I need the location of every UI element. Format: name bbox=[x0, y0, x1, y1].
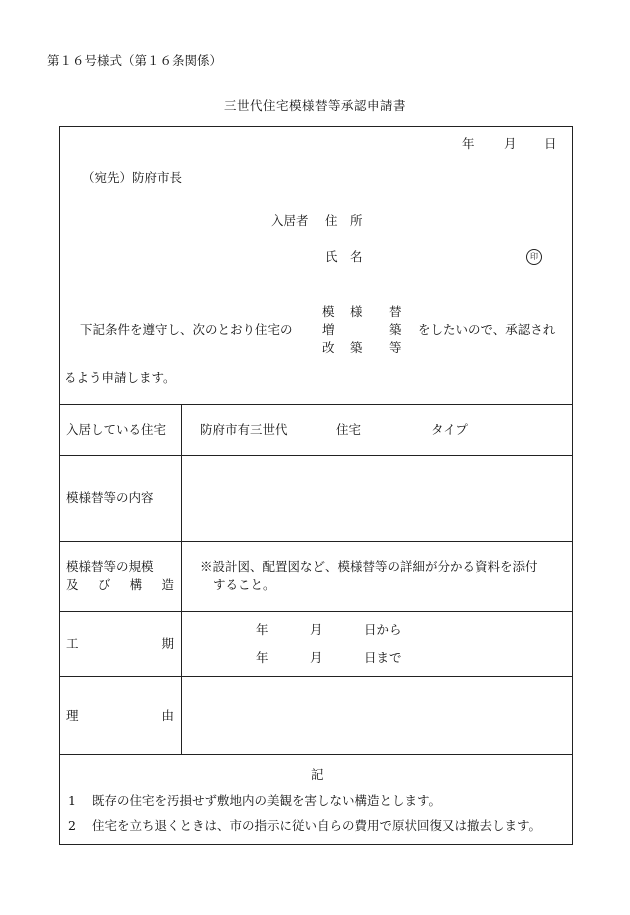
scale-note-1: ※設計図、配置図など、模様替等の詳細が分かる資料を添付 bbox=[200, 559, 538, 574]
works-2-3: 築 bbox=[389, 322, 402, 337]
application-form bbox=[59, 126, 573, 845]
reason-char-1: 理 bbox=[66, 708, 79, 723]
form-title: 三世代住宅模様替等承認申請書 bbox=[223, 98, 406, 113]
scale-label-2 bbox=[66, 579, 174, 592]
housing-label: 入居している住宅 bbox=[66, 422, 167, 437]
period-to-month: 月 bbox=[310, 650, 323, 665]
works-1-2: 様 bbox=[350, 304, 363, 319]
date-month: 月 bbox=[504, 136, 517, 151]
resident-label: 入居者 bbox=[271, 213, 309, 228]
scale-char-1: 及 bbox=[66, 577, 79, 592]
row-divider bbox=[60, 611, 572, 612]
works-2-1: 増 bbox=[322, 322, 335, 337]
name-label-2: 名 bbox=[350, 249, 363, 264]
housing-middle: 住宅 bbox=[336, 422, 362, 437]
works-1-1: 模 bbox=[322, 304, 335, 319]
row-divider bbox=[60, 404, 572, 405]
address-label-2: 所 bbox=[350, 213, 363, 228]
housing-prefix: 防府市有三世代 bbox=[200, 422, 288, 437]
works-1-3: 替 bbox=[389, 304, 402, 319]
body-lead: 下記条件を遵守し、次のとおり住宅の bbox=[80, 322, 293, 337]
notes-heading: 記 bbox=[311, 767, 324, 782]
works-3-1: 改 bbox=[322, 340, 335, 355]
reason-label bbox=[66, 710, 174, 723]
seal-icon: 印 bbox=[526, 249, 542, 265]
scale-char-3: 構 bbox=[129, 577, 143, 592]
scale-note-2: すること。 bbox=[213, 577, 276, 592]
period-char-1: 工 bbox=[66, 636, 79, 651]
note-2-num: 2 bbox=[68, 818, 76, 833]
row-divider bbox=[60, 754, 572, 755]
scale-char-2: び bbox=[97, 577, 111, 592]
period-label bbox=[66, 638, 174, 651]
row-divider bbox=[60, 676, 572, 677]
body-tail: をしたいので、承認され bbox=[418, 322, 556, 337]
row-divider bbox=[60, 455, 572, 456]
period-to-day: 日まで bbox=[364, 650, 402, 665]
period-from-year: 年 bbox=[256, 622, 269, 637]
note-2-text: 住宅を立ち退くときは、市の指示に従い自らの費用で原状回復又は撤去します。 bbox=[92, 818, 542, 833]
name-label-1: 氏 bbox=[325, 249, 338, 264]
scale-label-1: 模様替等の規模 bbox=[66, 559, 154, 574]
scale-char-4: 造 bbox=[161, 577, 174, 592]
period-from-day: 日から bbox=[364, 622, 402, 637]
note-1-num: 1 bbox=[68, 793, 76, 808]
works-3-3: 等 bbox=[389, 340, 402, 355]
body-end: るよう申請します。 bbox=[64, 370, 176, 385]
period-to-year: 年 bbox=[256, 650, 269, 665]
address-label-1: 住 bbox=[325, 213, 338, 228]
addressee: （宛先）防府市長 bbox=[82, 170, 183, 185]
column-divider bbox=[181, 404, 182, 754]
period-from-month: 月 bbox=[310, 622, 323, 637]
note-1-text: 既存の住宅を汚損せず敷地内の美観を害しない構造とします。 bbox=[92, 793, 442, 808]
housing-suffix: タイプ bbox=[431, 422, 468, 437]
row-divider bbox=[60, 541, 572, 542]
content-label: 模様替等の内容 bbox=[66, 490, 154, 505]
date-year: 年 bbox=[462, 136, 475, 151]
form-number: 第１６号様式（第１６条関係） bbox=[47, 53, 223, 68]
period-char-2: 期 bbox=[161, 636, 174, 651]
date-day: 日 bbox=[544, 136, 557, 151]
reason-char-2: 由 bbox=[161, 708, 174, 723]
works-3-2: 築 bbox=[350, 340, 363, 355]
